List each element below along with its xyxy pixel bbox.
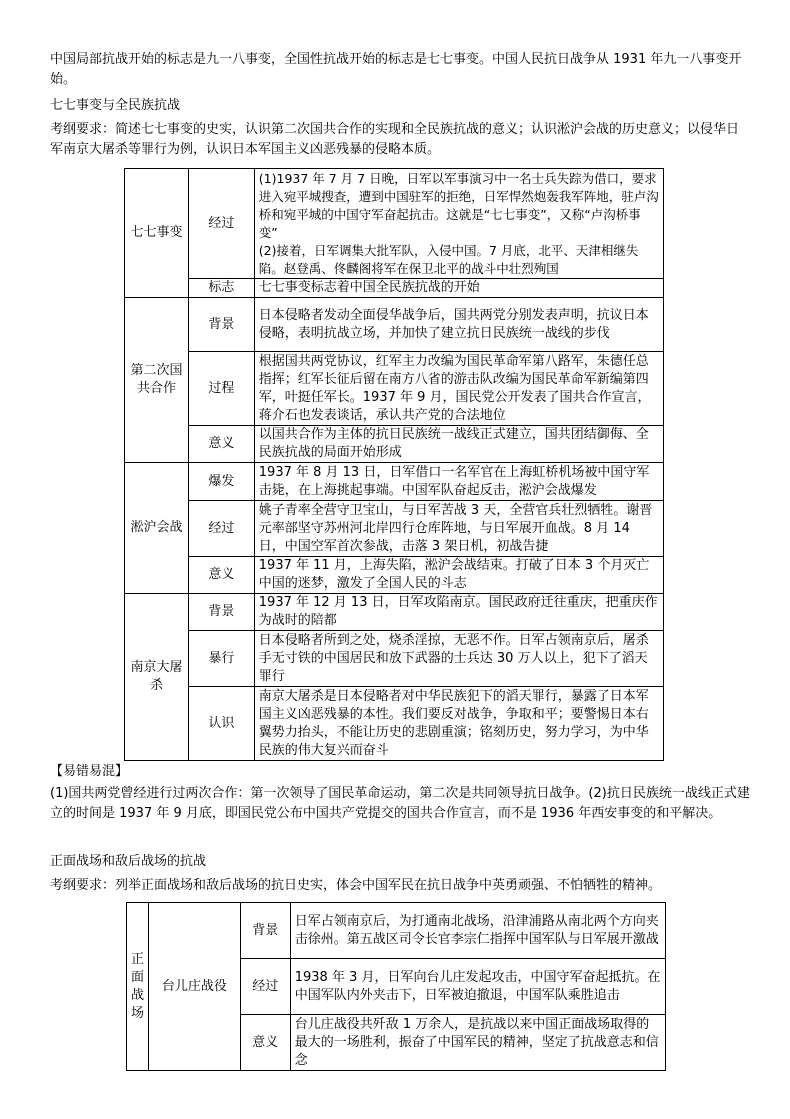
label-cell: 背景 — [240, 903, 290, 959]
label-cell: 过程 — [188, 352, 254, 426]
label-cell: 爆发 — [188, 463, 254, 501]
label-cell: 意义 — [188, 426, 254, 463]
section2-requirement: 考纲要求：列举正面战场和敌后战场的抗日史实，体会中国军民在抗日战争中英勇顽强、不怕牺牲的精神。 — [50, 878, 662, 893]
table-section1 — [124, 168, 664, 761]
content-cell: 日本侵略者所到之处，烧杀淫掠，无恶不作。日军占领南京后，屠杀手无寸铁的中国居民和放下武器的士兵达 30 万人以上，犯下了滔天罪行 — [254, 631, 663, 687]
label-cell: 意义 — [188, 557, 254, 594]
content-cell: 1937 年 8 月 13 日，日军借口一名军官在上海虹桥机场被中国守军击毙，在上海挑起事端。中国军队奋起反击，淞沪会战爆发 — [254, 463, 663, 501]
group-cell: 七七事变 — [125, 169, 189, 298]
content-cell: 南京大屠杀是日本侵略者对中华民族犯下的滔天罪行，暴露了日本军国主义凶恶残暴的本性。我们要反对战争，争取和平；要警惕日本右翼势力抬头，不能让历史的悲剧重演；铭刻历史，努力学习，为中华民族的伟大复兴而奋斗 — [254, 687, 663, 761]
label-cell: 背景 — [188, 298, 254, 352]
label-cell: 经过 — [188, 501, 254, 557]
table-section2 — [126, 902, 666, 1071]
confusion-text: (1)国共两党曾经进行过两次合作：第一次领导了国民革命运动，第二次是共同领导抗日战争。(2)抗日民族统一战线正式建立的时间是 1937 年 9 月底，即国民党公布中国共产党提交的国共合作宣言，而不是 1936 年西安事变的和平解决。 — [50, 786, 750, 821]
content-cell: 以国共合作为主体的抗日民族统一战线正式建立，国共团结御侮、全民族抗战的局面开始形成 — [254, 426, 663, 463]
section2-title: 正面战场和敌后战场的抗战 — [50, 854, 207, 869]
content-cell: (1)1937 年 7 月 7 日晚，日军以军事演习中一名士兵失踪为借口，要求进入宛平城搜查，遭到中国驻军的拒绝，日军悍然炮轰我军阵地，驻卢沟桥和宛平城的中国守军奋起抗击。这就是“七七事变”，又称“卢沟桥事变” (2)接着，日军调集大批军队，入侵中国。7 月底，北平、天津相继失陷。赵登禹、佟麟阁将军在保卫北平的战斗中壮烈殉国 — [254, 169, 663, 279]
label-cell: 经过 — [188, 169, 254, 279]
content-cell: 根据国共两党协议，红军主力改编为国民革命军第八路军，朱德任总指挥；红军长征后留在南方八省的游击队改编为国民革命军新编第四军，叶挺任军长。1937 年 9 月，国民党公开发表了国共合作宣言，蒋介石也发表谈话，承认共产党的合法地位 — [254, 352, 663, 426]
group-cell — [127, 903, 149, 1071]
label-cell: 认识 — [188, 687, 254, 761]
content-cell: 七七事变标志着中国全民族抗战的开始 — [254, 279, 663, 298]
content-cell: 1938 年 3 月，日军向台儿庄发起攻击，中国守军奋起抵抗。在中国军队内外夹击下，日军被迫撤退，中国军队乘胜追击 — [290, 959, 665, 1015]
content-cell: 姚子青率全营守卫宝山，与日军苦战 3 天，全营官兵壮烈牺牲。谢晋元率部坚守苏州河北岸四行仓库阵地，与日军展开血战。8 月 14 日，中国空军首次参战，击落 3 架日机，初战告捷 — [254, 501, 663, 557]
group-cell: 淞沪会战 — [125, 463, 189, 594]
intro-paragraph: 中国局部抗战开始的标志是九一八事变，全国性抗战开始的标志是七七事变。中国人民抗日战争从 1931 年九一八事变开始。 — [50, 52, 742, 87]
content-cell: 1937 年 12 月 13 日，日军攻陷南京。国民政府迁往重庆，把重庆作为战时的陪都 — [254, 594, 663, 631]
label-cell: 意义 — [240, 1015, 290, 1071]
section1-requirement: 考纲要求：简述七七事变的史实，认识第二次国共合作的实现和全民族抗战的意义；认识淞沪会战的历史意义；以侵华日军南京大屠杀等罪行为例，认识日本军国主义凶恶残暴的侵略本质。 — [50, 122, 740, 157]
group-vertical-label: 正面战场 — [130, 951, 144, 1021]
label-cell: 暴行 — [188, 631, 254, 687]
content-cell: 1937 年 11 月，上海失陷，淞沪会战结束。打破了日本 3 个月灭亡中国的迷梦，激发了全国人民的斗志 — [254, 557, 663, 594]
label-cell: 经过 — [240, 959, 290, 1015]
battle-cell: 台儿庄战役 — [148, 903, 240, 1071]
content-cell: 日军占领南京后，为打通南北战场，沿津浦路从南北两个方向夹击徐州。第五战区司令长官李宗仁指挥中国军队与日军展开激战 — [290, 903, 665, 959]
label-cell: 背景 — [188, 594, 254, 631]
content-cell: 日本侵略者发动全面侵华战争后，国共两党分别发表声明，抗议日本侵略，表明抗战立场，并加快了建立抗日民族统一战线的步伐 — [254, 298, 663, 352]
label-cell: 标志 — [188, 279, 254, 298]
group-cell: 第二次国共合作 — [125, 298, 189, 463]
group-cell: 南京大屠杀 — [125, 594, 189, 761]
section1-title: 七七事变与全民族抗战 — [50, 98, 181, 113]
content-cell: 台儿庄战役共歼敌 1 万余人，是抗战以来中国正面战场取得的最大的一场胜利，振奋了中国军民的精神，坚定了抗战意志和信念 — [290, 1015, 665, 1071]
confusion-heading: 【易错易混】 — [50, 764, 129, 779]
